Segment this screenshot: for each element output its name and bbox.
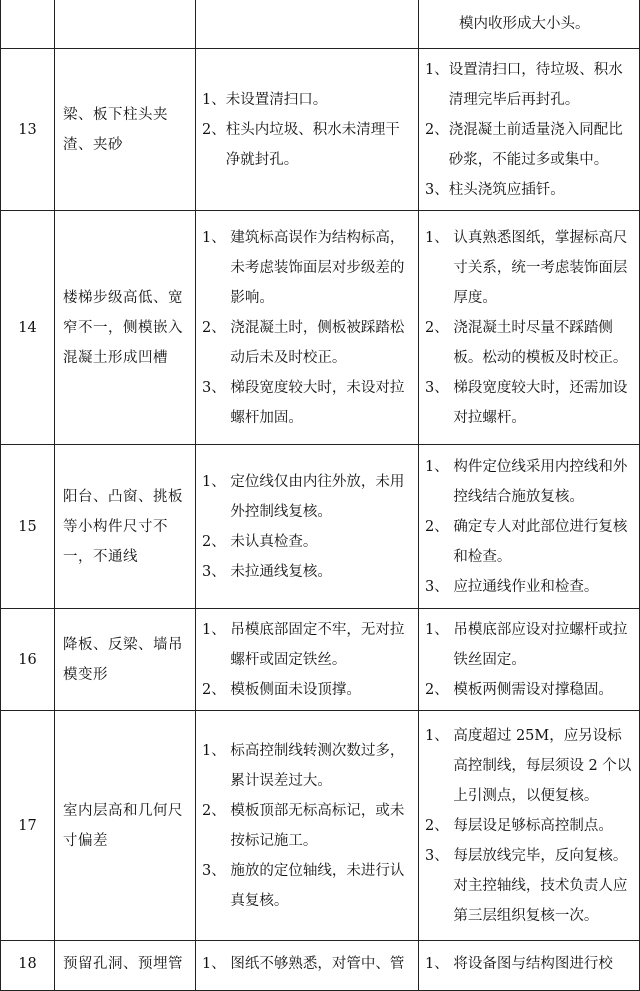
defect-name: 室内层高和几何尺寸偏差 [55, 711, 196, 941]
item-number: 2、 [202, 319, 231, 336]
item-number: 3、 [202, 563, 231, 580]
table-body [1, 0, 640, 991]
item-number: 3、 [425, 847, 454, 864]
item-text: 梯段宽度较大时，未设对拉螺杆加固。 [230, 379, 405, 426]
fix-item [425, 572, 633, 602]
item-text: 浇混凝土时尽量不踩踏侧板。松动的模板及时校正。 [453, 319, 628, 366]
item-text: 模板顶部无标高标记，或未按标记施工。 [230, 802, 405, 849]
item-text: 每层设足够标高控制点。 [453, 817, 613, 834]
row-number: 15 [1, 445, 55, 609]
fix-cell [419, 0, 640, 49]
item-number: 1、 [202, 621, 231, 638]
item-number: 3、 [202, 862, 231, 879]
fix-item [425, 313, 633, 373]
item-text: 应拉通线作业和检查。 [453, 578, 599, 595]
item-number: 2、 [425, 121, 449, 138]
item-number: 2、 [202, 121, 226, 138]
table-row [1, 445, 640, 609]
fix-item [425, 55, 633, 115]
item-text: 模板两侧需设对撑稳固。 [453, 681, 613, 698]
fix-item [425, 175, 633, 205]
item-text: 模内收形成大小头。 [459, 15, 590, 32]
fix-item [425, 223, 633, 313]
item-text: 浇混凝土前适量浇入同配比砂浆，不能过多或集中。 [448, 121, 623, 168]
item-text: 施放的定位轴线，未进行认真复核。 [230, 862, 405, 909]
fix-cell [419, 445, 640, 609]
item-number: 2、 [202, 802, 231, 819]
cause-item [202, 373, 412, 433]
cause-item [202, 949, 412, 979]
fix-cell [419, 211, 640, 445]
item-text: 模板侧面未设顶撑。 [230, 681, 361, 698]
item-text: 认真熟悉图纸，掌握标高尺寸关系，统一考虑装饰面层厚度。 [453, 229, 628, 306]
table-row [1, 711, 640, 941]
row-number [1, 0, 55, 49]
cause-item [202, 467, 412, 527]
item-text: 将设备图与结构图进行校 [453, 956, 613, 972]
item-number: 2、 [425, 319, 454, 336]
cause-item [202, 115, 412, 175]
item-text: 确定专人对此部位进行复核和检查。 [453, 518, 628, 565]
item-number: 1、 [425, 727, 454, 744]
fix-cell [419, 711, 640, 941]
item-text: 未拉通线复核。 [230, 563, 332, 580]
row-number: 17 [1, 711, 55, 941]
item-number: 3、 [425, 181, 449, 198]
row-number: 18 [1, 941, 55, 991]
fix-cell [419, 941, 640, 991]
item-number: 1、 [202, 473, 231, 490]
cause-cell [196, 711, 419, 941]
cause-item [202, 856, 412, 916]
row-number: 14 [1, 211, 55, 445]
cause-cell [196, 941, 419, 991]
item-number: 1、 [425, 229, 454, 246]
fix-item [425, 949, 633, 979]
item-number: 1、 [425, 61, 449, 78]
cause-item [202, 85, 412, 115]
fix-item [425, 615, 633, 675]
table-row [1, 941, 640, 991]
item-text: 标高控制线转测次数过多，累计误差过大。 [230, 742, 405, 789]
fix-item [425, 452, 633, 512]
item-text: 未认真检查。 [230, 533, 318, 550]
item-number: 1、 [202, 956, 231, 972]
fix-item [425, 115, 633, 175]
item-number: 3、 [425, 379, 454, 396]
defect-name: 降板、反梁、墙吊模变形 [55, 609, 196, 711]
fix-item [425, 721, 633, 811]
fix-item [425, 9, 633, 39]
cause-cell [196, 49, 419, 211]
cause-item [202, 675, 412, 705]
cause-item [202, 223, 412, 313]
item-text: 每层放线完毕，反向复核。对主控轴线，技术负责人应第三层组织复核一次。 [453, 847, 628, 924]
cause-item [202, 313, 412, 373]
table-row [1, 211, 640, 445]
table-row [1, 49, 640, 211]
item-number: 1、 [425, 956, 454, 972]
fix-cell [419, 49, 640, 211]
item-text: 图纸不够熟悉，对管中、管 [230, 956, 405, 972]
fix-item [425, 841, 633, 931]
defect-name: 阳台、凸窗、挑板等小构件尺寸不一，不通线 [55, 445, 196, 609]
defect-name: 楼梯步级高低、宽窄不一，侧模嵌入混凝土形成凹槽 [55, 211, 196, 445]
fix-item [425, 811, 633, 841]
item-text: 建筑标高误作为结构标高，未考虑装饰面层对步级差的影响。 [230, 229, 405, 306]
item-text: 高度超过 25M，应另设标高控制线，每层须设 2 个以上引测点，以便复核。 [453, 727, 632, 804]
item-number: 2、 [202, 681, 231, 698]
item-text: 设置清扫口，待垃圾、积水清理完毕后再封孔。 [448, 61, 623, 108]
defect-name [55, 0, 196, 49]
item-text: 吊模底部固定不牢，无对拉螺杆或固定铁丝。 [230, 621, 405, 668]
item-number: 1、 [202, 742, 231, 759]
row-number: 16 [1, 609, 55, 711]
item-number: 2、 [425, 817, 454, 834]
cause-cell [196, 211, 419, 445]
fix-item [425, 512, 633, 572]
item-number: 1、 [425, 621, 454, 638]
cause-cell [196, 609, 419, 711]
defect-name: 预留孔洞、预埋管 [55, 941, 196, 991]
item-number: 2、 [425, 681, 454, 698]
cause-item [202, 736, 412, 796]
row-number: 13 [1, 49, 55, 211]
cause-cell [196, 0, 419, 49]
item-number: 2、 [425, 518, 454, 535]
item-text: 柱头浇筑应插钎。 [448, 181, 565, 198]
fix-item [425, 675, 633, 705]
item-number: 3、 [425, 578, 454, 595]
item-number: 1、 [202, 229, 231, 246]
item-text: 定位线仅由内往外放，未用外控制线复核。 [230, 473, 405, 520]
item-number: 3、 [202, 379, 231, 396]
cause-item [202, 527, 412, 557]
defect-name: 梁、板下柱头夹渣、夹砂 [55, 49, 196, 211]
cause-item [202, 557, 412, 587]
item-text: 浇混凝土时，侧板被踩踏松动后未及时校正。 [230, 319, 405, 366]
item-number: 1、 [202, 91, 226, 108]
item-number: 1、 [425, 458, 454, 475]
cause-cell [196, 445, 419, 609]
cause-item [202, 796, 412, 856]
item-number: 2、 [202, 533, 231, 550]
item-text: 构件定位线采用内控线和外控线结合施放复核。 [453, 458, 628, 505]
table-row [1, 0, 640, 49]
item-text: 未设置清扫口。 [225, 91, 328, 108]
item-text: 梯段宽度较大时，还需加设对拉螺杆。 [453, 379, 628, 426]
table-row [1, 609, 640, 711]
fix-item [425, 373, 633, 433]
item-text: 柱头内垃圾、积水未清理干净就封孔。 [225, 121, 400, 168]
item-text: 吊模底部应设对拉螺杆或拉铁丝固定。 [453, 621, 628, 668]
fix-cell [419, 609, 640, 711]
cause-item [202, 615, 412, 675]
